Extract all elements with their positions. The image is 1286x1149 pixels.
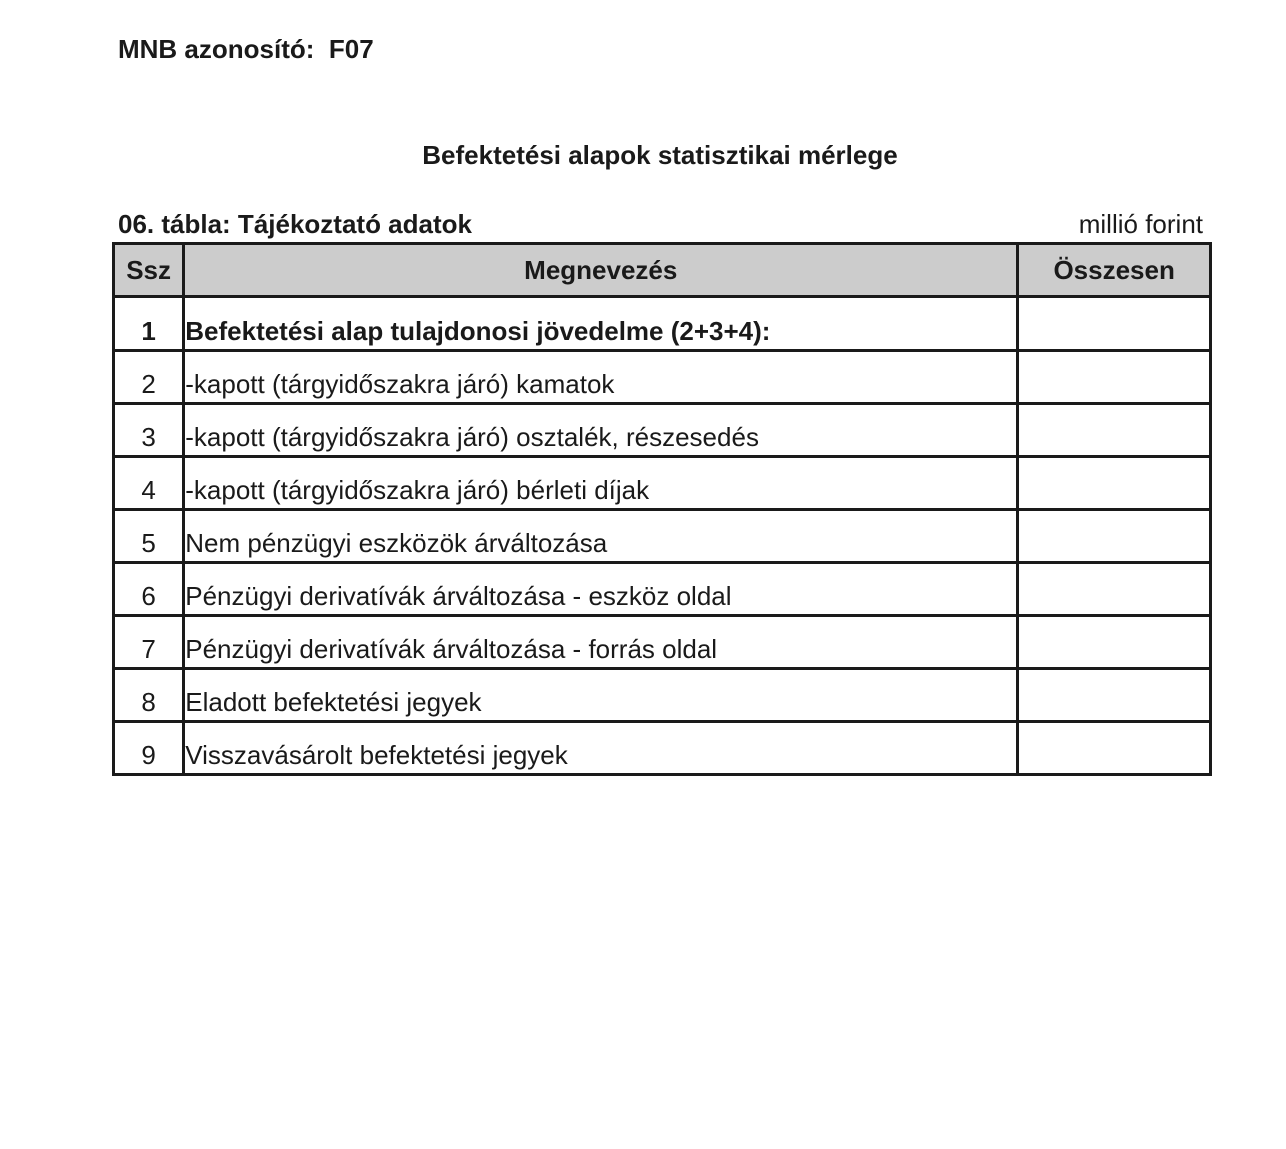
row-number: 5 — [114, 510, 184, 563]
table-header-row — [114, 244, 1211, 297]
row-total-cell[interactable] — [1018, 669, 1211, 722]
table-row — [114, 457, 1211, 510]
row-number: 2 — [114, 351, 184, 404]
table-caption: 06. tábla: Tájékoztató adatok — [118, 209, 472, 239]
row-total-cell[interactable] — [1018, 722, 1211, 775]
data-table — [112, 242, 1212, 776]
row-total-cell[interactable] — [1018, 563, 1211, 616]
row-label: -kapott (tárgyidőszakra járó) bérleti díjak — [184, 457, 1018, 510]
column-header-total: Összesen — [1018, 244, 1211, 297]
table-row — [114, 669, 1211, 722]
column-header-ssz: Ssz — [114, 244, 184, 297]
row-total-cell[interactable] — [1018, 297, 1211, 351]
row-label: -kapott (tárgyidőszakra járó) osztalék, részesedés — [184, 404, 1018, 457]
table-row — [114, 563, 1211, 616]
row-total-cell[interactable] — [1018, 510, 1211, 563]
document-title: Befektetési alapok statisztikai mérlege — [422, 140, 898, 170]
mnb-identifier — [118, 34, 374, 65]
row-total-cell[interactable] — [1018, 351, 1211, 404]
table-row — [114, 351, 1211, 404]
row-total-cell[interactable] — [1018, 404, 1211, 457]
table-row — [114, 722, 1211, 775]
row-number: 6 — [114, 563, 184, 616]
row-label: Visszavásárolt befektetési jegyek — [184, 722, 1018, 775]
row-number: 3 — [114, 404, 184, 457]
unit-label: millió forint — [1078, 209, 1203, 239]
row-label: Pénzügyi derivatívák árváltozása - eszköz oldal — [184, 563, 1018, 616]
row-number: 9 — [114, 722, 184, 775]
table-row — [114, 297, 1211, 351]
row-label: Nem pénzügyi eszközök árváltozása — [184, 510, 1018, 563]
row-total-cell[interactable] — [1018, 457, 1211, 510]
mnb-id-label: MNB azonosító: — [118, 34, 315, 64]
row-number: 4 — [114, 457, 184, 510]
row-number: 8 — [114, 669, 184, 722]
row-number: 1 — [114, 297, 184, 351]
row-label: -kapott (tárgyidőszakra járó) kamatok — [184, 351, 1018, 404]
table-row — [114, 510, 1211, 563]
table-row — [114, 404, 1211, 457]
row-label: Befektetési alap tulajdonosi jövedelme (2+3+4): — [184, 297, 1018, 351]
table-row — [114, 616, 1211, 669]
mnb-id-value: F07 — [328, 34, 374, 64]
row-total-cell[interactable] — [1018, 616, 1211, 669]
column-header-name: Megnevezés — [184, 244, 1018, 297]
row-number: 7 — [114, 616, 184, 669]
row-label: Pénzügyi derivatívák árváltozása - forrás oldal — [184, 616, 1018, 669]
row-label: Eladott befektetési jegyek — [184, 669, 1018, 722]
